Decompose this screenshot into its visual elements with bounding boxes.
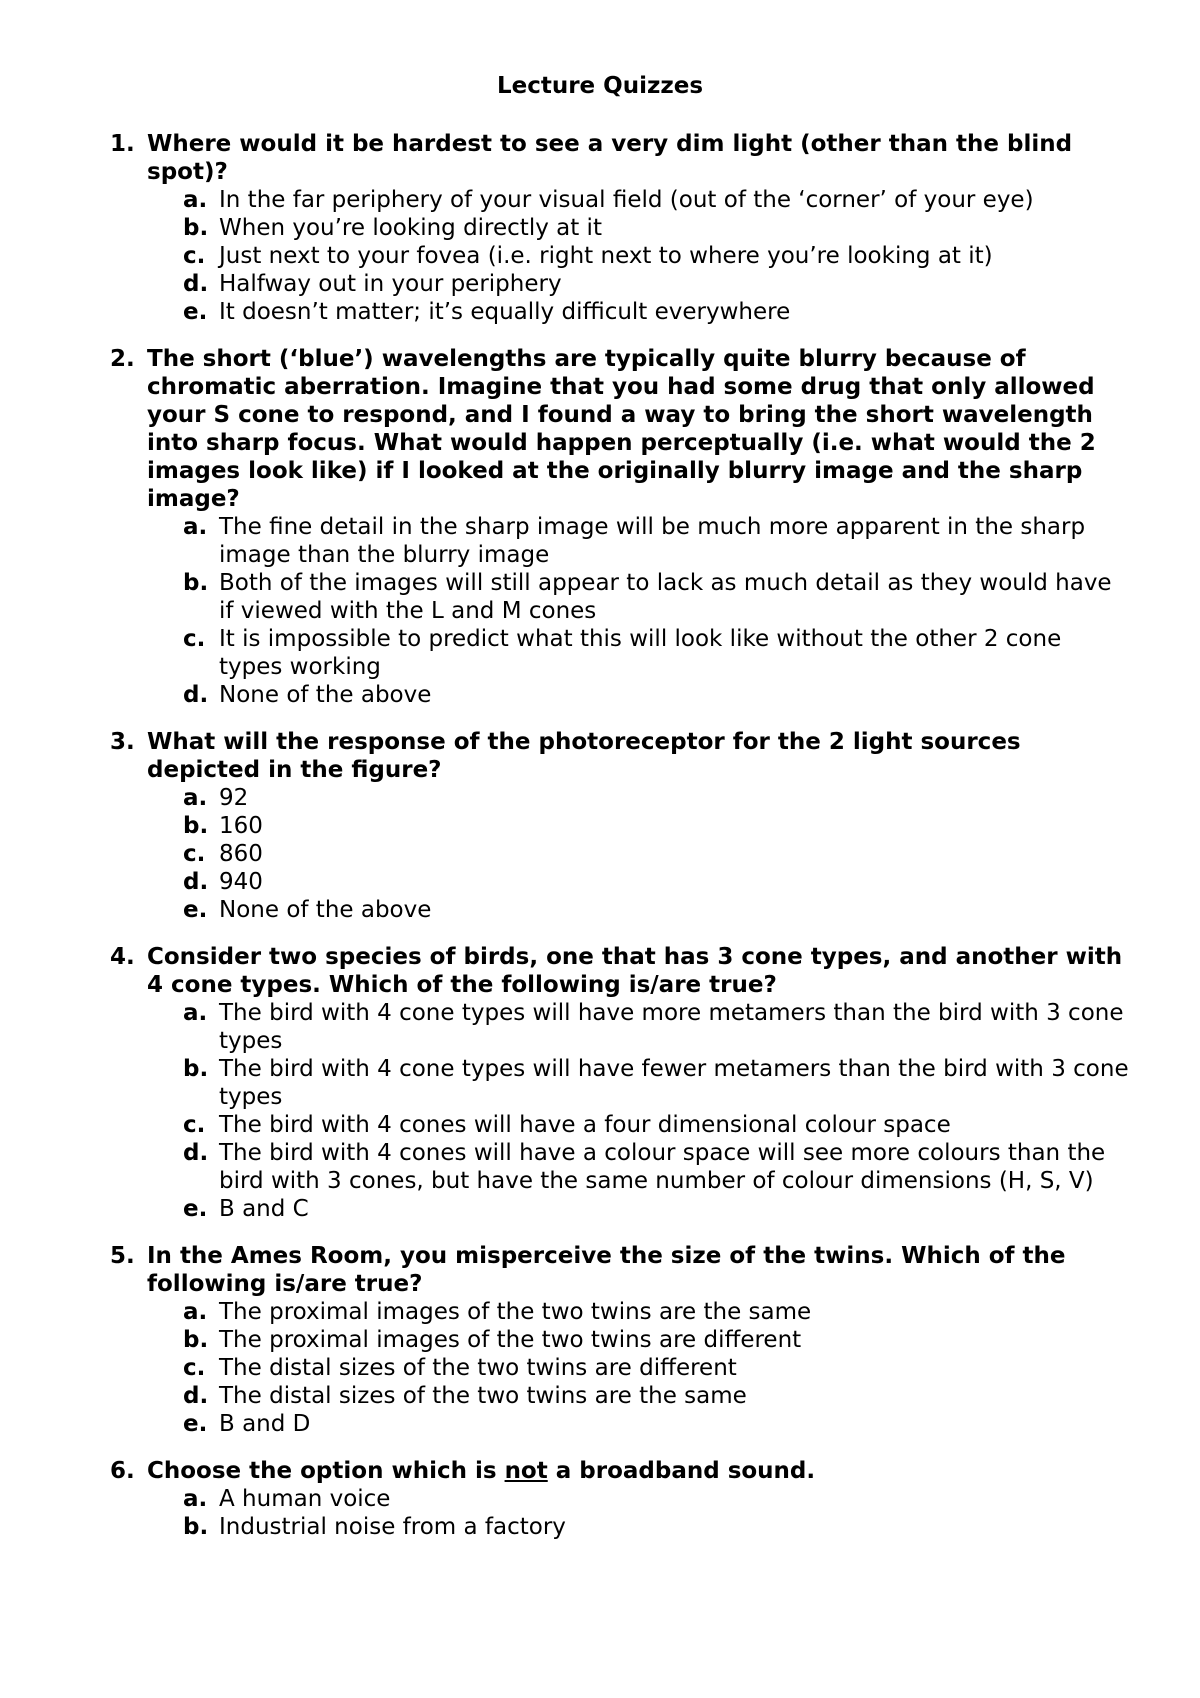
question-number: 6.	[110, 1458, 135, 1484]
option-text: 860	[219, 841, 263, 867]
option-letter: c.	[183, 626, 206, 652]
question-2	[110, 345, 1130, 709]
option-e	[183, 1195, 1130, 1223]
question-number: 4.	[110, 944, 135, 970]
option-text: 940	[219, 869, 263, 895]
option-text: Just next to your fovea (i.e. right next to where you’re looking at it)	[219, 243, 993, 269]
option-list	[183, 186, 1130, 326]
option-letter: b.	[183, 813, 209, 839]
option-text: The bird with 4 cones will have a four dimensional colour space	[219, 1112, 951, 1138]
option-text: It doesn’t matter; it’s equally difficult everywhere	[219, 299, 791, 325]
option-text: 92	[219, 785, 249, 811]
option-letter: c.	[183, 243, 206, 269]
question-text: What will the response of the photoreceptor for the 2 light sources depicted in the figure?	[147, 729, 1021, 783]
option-text: When you’re looking directly at it	[219, 215, 602, 241]
question-stem	[110, 130, 1130, 186]
option-text: The proximal images of the two twins are different	[219, 1327, 802, 1353]
option-letter: a.	[183, 187, 208, 213]
option-text: The distal sizes of the two twins are the same	[219, 1383, 747, 1409]
question-stem	[110, 1242, 1130, 1298]
question-stem	[110, 1457, 1130, 1485]
option-b	[183, 812, 1130, 840]
option-c	[183, 840, 1130, 868]
option-c	[183, 242, 1130, 270]
option-letter: b.	[183, 1514, 209, 1540]
option-d	[183, 1382, 1130, 1410]
option-text: The bird with 4 cone types will have more metamers than the bird with 3 cone types	[219, 1000, 1124, 1054]
option-letter: d.	[183, 682, 209, 708]
option-letter: a.	[183, 1000, 208, 1026]
option-letter: d.	[183, 271, 209, 297]
question-stem	[110, 943, 1130, 999]
question-text: Consider two species of birds, one that has 3 cone types, and another with 4 cone types. Which of the following is/are true?	[147, 944, 1123, 998]
option-d	[183, 681, 1130, 709]
option-text: B and D	[219, 1411, 311, 1437]
option-text: None of the above	[219, 682, 432, 708]
option-c	[183, 1111, 1130, 1139]
option-a	[183, 186, 1130, 214]
option-a	[183, 999, 1130, 1055]
question-text: In the Ames Room, you misperceive the size of the twins. Which of the following is/are true?	[147, 1243, 1066, 1297]
option-text: None of the above	[219, 897, 432, 923]
option-text: The distal sizes of the two twins are different	[219, 1355, 737, 1381]
option-list	[183, 513, 1130, 709]
question-stem	[110, 728, 1130, 784]
option-letter: a.	[183, 1299, 208, 1325]
option-d	[183, 868, 1130, 896]
option-list	[183, 784, 1130, 924]
question-text: Where would it be hardest to see a very dim light (other than the blind spot)?	[147, 131, 1073, 185]
option-a	[183, 1298, 1130, 1326]
option-letter: e.	[183, 299, 208, 325]
question-number: 5.	[110, 1243, 135, 1269]
question-3	[110, 728, 1130, 924]
option-letter: c.	[183, 1355, 206, 1381]
question-6	[110, 1457, 1130, 1541]
option-letter: d.	[183, 1383, 209, 1409]
option-letter: e.	[183, 1196, 208, 1222]
option-b	[183, 214, 1130, 242]
option-b	[183, 1055, 1130, 1111]
option-list	[183, 999, 1130, 1223]
question-4	[110, 943, 1130, 1223]
option-letter: b.	[183, 215, 209, 241]
option-letter: b.	[183, 1056, 209, 1082]
option-c	[183, 1354, 1130, 1382]
option-text: Industrial noise from a factory	[219, 1514, 566, 1540]
option-text: B and C	[219, 1196, 309, 1222]
option-b	[183, 569, 1130, 625]
question-number: 3.	[110, 729, 135, 755]
option-e	[183, 896, 1130, 924]
option-text: Both of the images will still appear to lack as much detail as they would have if viewed with the L and M cones	[219, 570, 1112, 624]
question-text	[147, 1457, 1130, 1485]
option-text: 160	[219, 813, 263, 839]
option-text: In the far periphery of your visual field (out of the ‘corner’ of your eye)	[219, 187, 1034, 213]
option-e	[183, 1410, 1130, 1438]
option-a	[183, 1485, 1130, 1513]
option-letter: b.	[183, 570, 209, 596]
option-letter: b.	[183, 1327, 209, 1353]
option-letter: e.	[183, 897, 208, 923]
option-letter: d.	[183, 1140, 209, 1166]
option-letter: c.	[183, 841, 206, 867]
option-list	[183, 1298, 1130, 1438]
question-list	[110, 130, 1130, 1560]
option-text: The bird with 4 cone types will have fewer metamers than the bird with 3 cone types	[219, 1056, 1129, 1110]
question-number: 2.	[110, 346, 135, 372]
option-b	[183, 1326, 1130, 1354]
option-text: It is impossible to predict what this will look like without the other 2 cone types working	[219, 626, 1062, 680]
option-text: A human voice	[219, 1486, 391, 1512]
option-text: The bird with 4 cones will have a colour space will see more colours than the bird with 3 cones, but have the same number of colour dimensions (H, S, V)	[219, 1140, 1106, 1194]
question-text-emphasis: not	[504, 1458, 548, 1484]
option-letter: a.	[183, 1486, 208, 1512]
option-list	[183, 1485, 1130, 1541]
option-b	[183, 1513, 1130, 1541]
option-letter: d.	[183, 869, 209, 895]
question-stem	[110, 345, 1130, 513]
page-title: Lecture Quizzes	[496, 73, 704, 99]
option-d	[183, 1139, 1130, 1195]
option-letter: c.	[183, 1112, 206, 1138]
question-text-before: Choose the option which is	[147, 1458, 505, 1484]
option-text: Halfway out in your periphery	[219, 271, 562, 297]
option-a	[183, 784, 1130, 812]
question-text-after: a broadband sound.	[547, 1458, 816, 1484]
option-e	[183, 298, 1130, 326]
option-letter: a.	[183, 514, 208, 540]
option-letter: a.	[183, 785, 208, 811]
question-text: The short (‘blue’) wavelengths are typically quite blurry because of chromatic aberration. Imagine that you had some drug that only allowed your S cone to respond, and I found a way to bring the short wavelength into sharp focus. What would happen perceptually (i.e. what would the 2 images look like) if I looked at the originally blurry image and the sharp image?	[147, 346, 1096, 512]
option-letter: e.	[183, 1411, 208, 1437]
option-a	[183, 513, 1130, 569]
question-5	[110, 1242, 1130, 1438]
option-c	[183, 625, 1130, 681]
question-number: 1.	[110, 131, 135, 157]
option-text: The proximal images of the two twins are the same	[219, 1299, 812, 1325]
option-text: The fine detail in the sharp image will be much more apparent in the sharp image than the blurry image	[219, 514, 1086, 568]
question-1	[110, 130, 1130, 326]
option-d	[183, 270, 1130, 298]
